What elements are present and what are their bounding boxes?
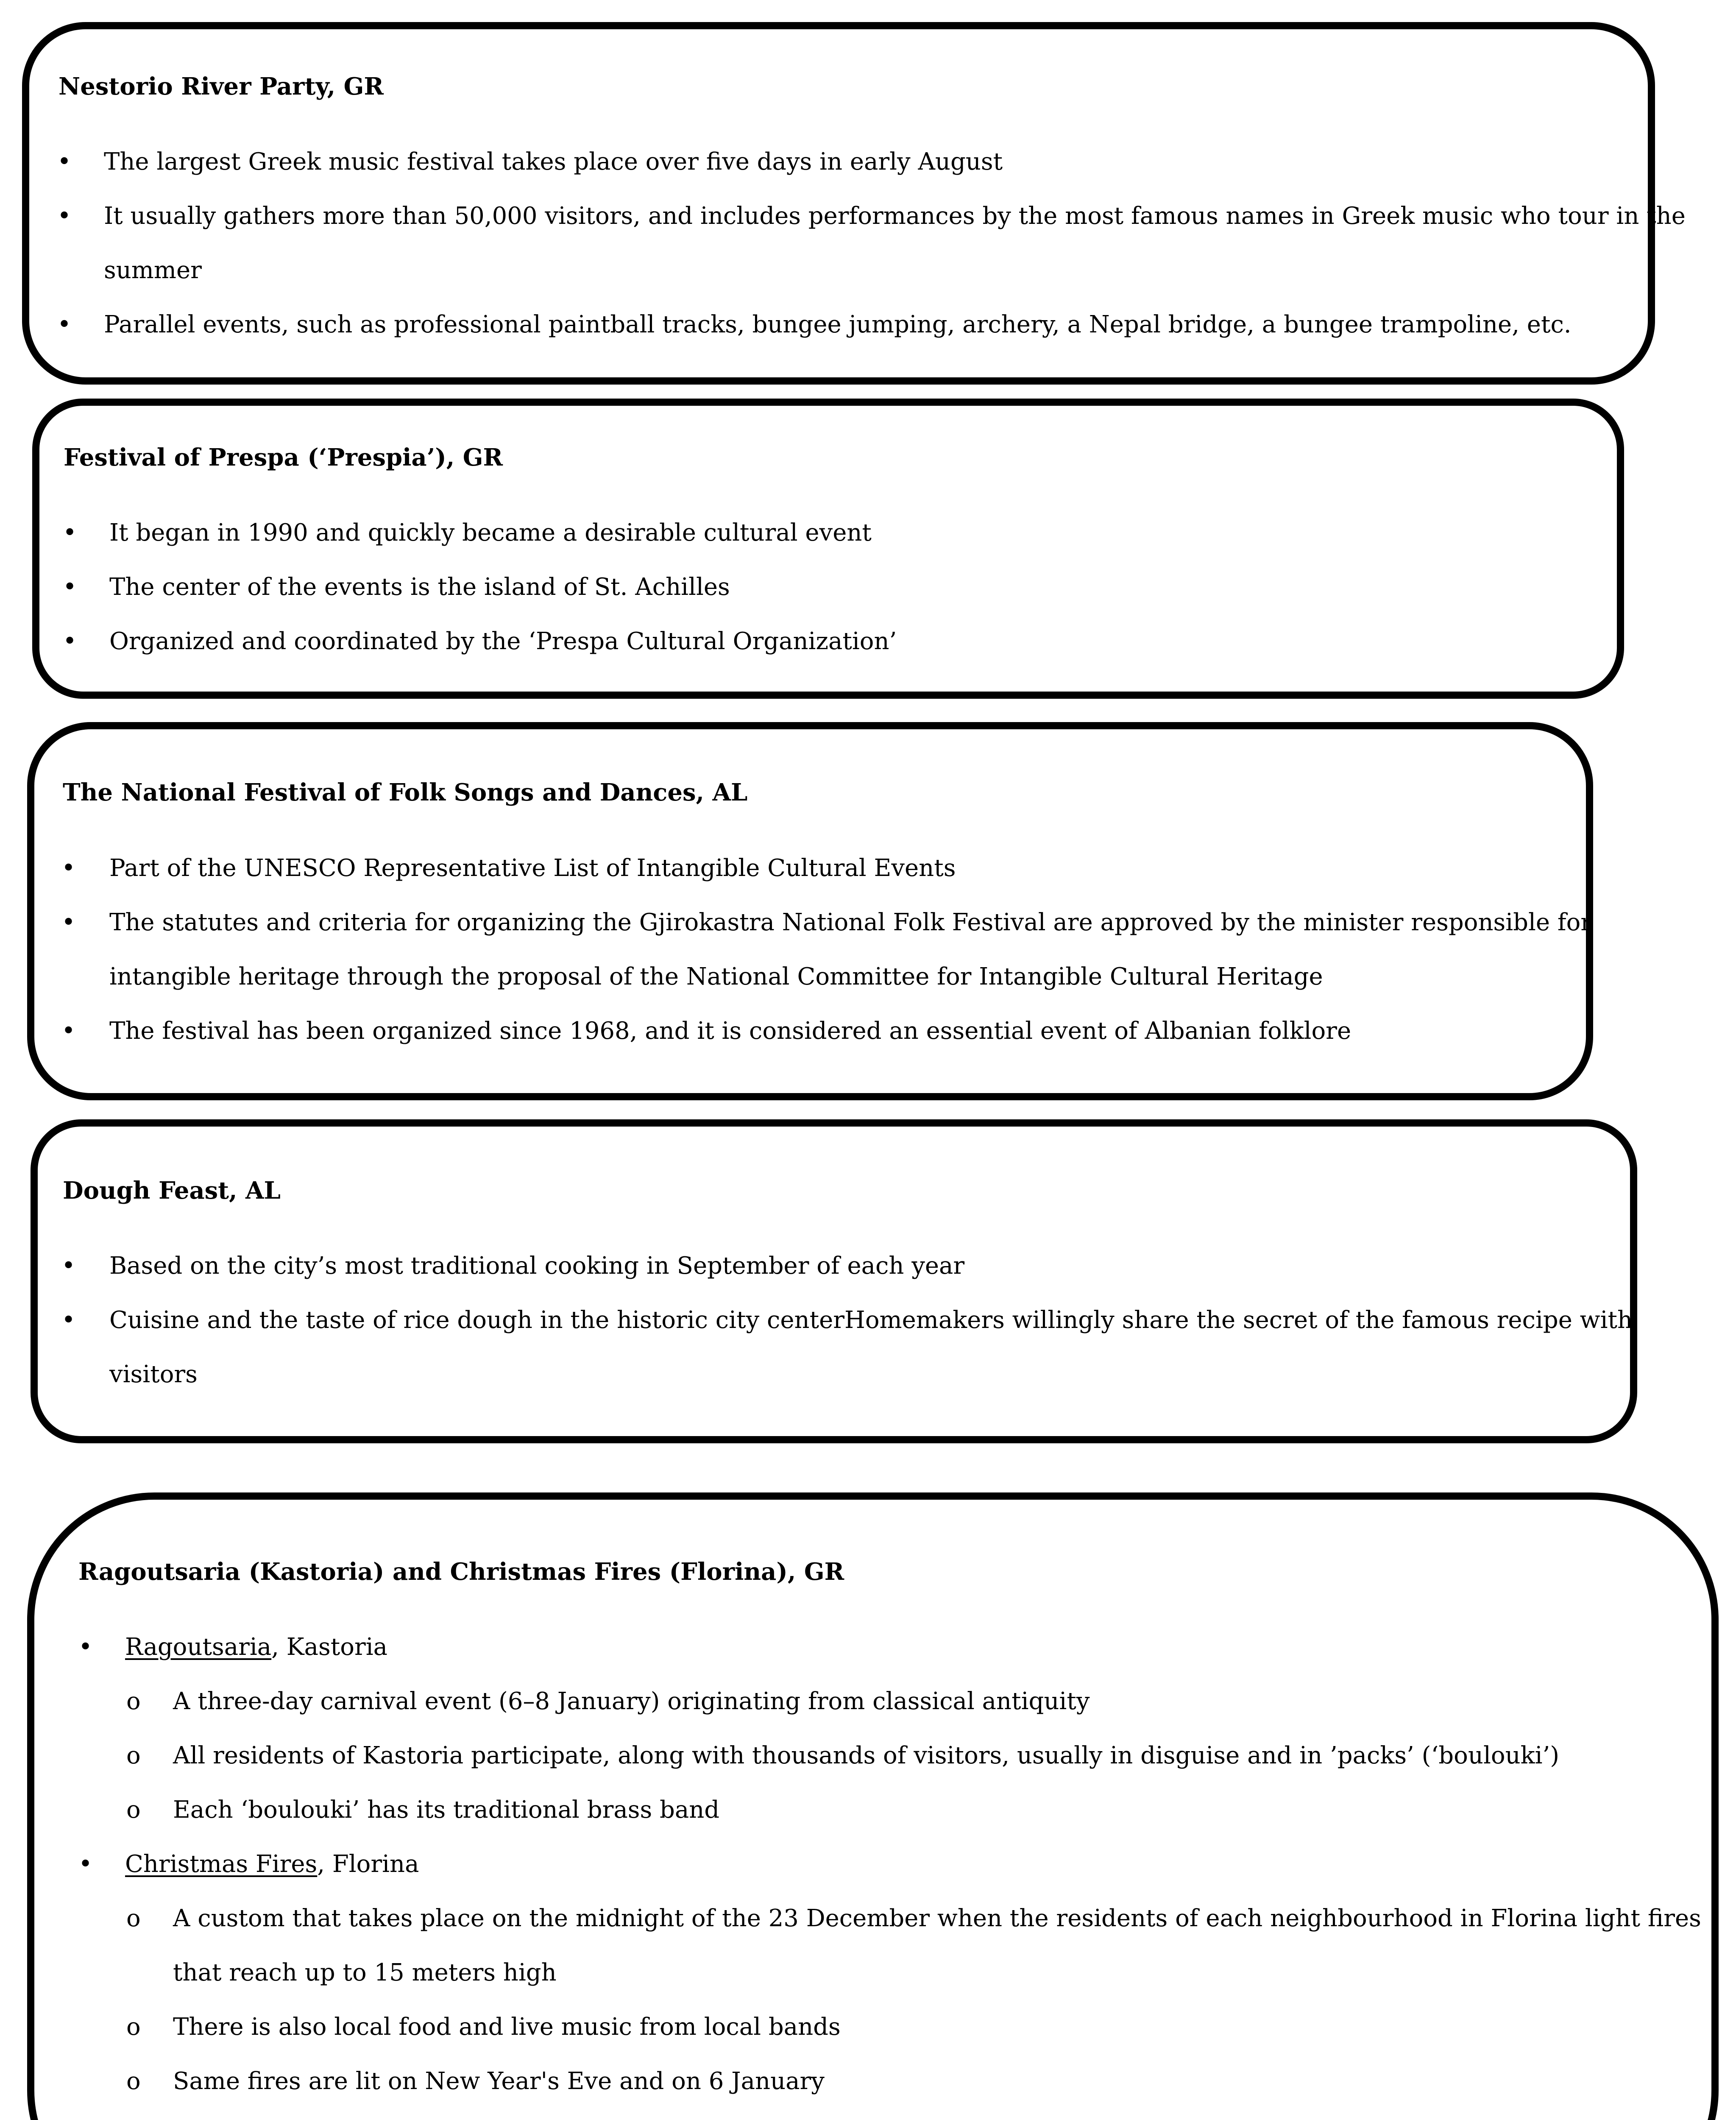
bullet-icon: • (78, 1850, 93, 1878)
sub-list-item: All residents of Kastoria participate, along with thousands of visitors, usually in disguise and in ’packs’ (‘boulouki’) (173, 1742, 1560, 1769)
box-title: Ragoutsaria (Kastoria) and Christmas Fires (Florina), GR (78, 1558, 844, 1586)
sub-list-item: Same fires are lit on New Year's Eve and on 6 January (173, 2067, 825, 2095)
sub-list-item-continuation: that reach up to 15 meters high (173, 1959, 557, 1986)
sub-list-item: A custom that takes place on the midnight of the 23 December when the residents of each neighbourhood in Florina light fires (173, 1905, 1701, 1932)
list-item: Organized and coordinated by the ‘Prespa Cultural Organization’ (109, 628, 897, 655)
group-name: Ragoutsaria (125, 1633, 272, 1661)
sub-list-item: A three-day carnival event (6–8 January) originating from classical antiquity (173, 1688, 1090, 1715)
circle-bullet-icon: o (126, 1742, 141, 1769)
group-heading-ragoutsaria (125, 1634, 387, 1661)
list-item: The statutes and criteria for organizing the Gjirokastra National Folk Festival are approved by the minister responsible for (109, 909, 1592, 936)
list-item: Cuisine and the taste of rice dough in the historic city centerHomemakers willingly share the secret of the famous recipe with (109, 1306, 1633, 1334)
bullet-icon: • (61, 1017, 76, 1045)
bullet-icon: • (57, 148, 72, 176)
list-item-continuation: summer (104, 257, 202, 284)
bullet-icon: • (57, 202, 72, 230)
group-heading-christmas-fires (125, 1851, 419, 1878)
box-title: Dough Feast, AL (63, 1177, 281, 1205)
list-item: Based on the city’s most traditional cooking in September of each year (109, 1252, 965, 1280)
bullet-icon: • (63, 519, 77, 547)
bullet-icon: • (63, 573, 77, 601)
bullet-icon: • (61, 1252, 76, 1280)
list-item: Parallel events, such as professional paintball tracks, bungee jumping, archery, a Nepal bridge, a bungee trampoline, etc. (104, 311, 1572, 338)
list-item-continuation: visitors (109, 1361, 198, 1388)
bullet-icon: • (57, 311, 72, 338)
bullet-icon: • (63, 628, 77, 655)
bullet-icon: • (78, 1633, 93, 1661)
sub-list-item: Each ‘boulouki’ has its traditional brass band (173, 1796, 720, 1824)
list-item: The festival has been organized since 1968, and it is considered an essential event of Albanian folklore (109, 1017, 1351, 1045)
box-title: Nestorio River Party, GR (59, 73, 384, 100)
bullet-icon: • (61, 1306, 76, 1334)
group-location: , Kastoria (271, 1633, 388, 1661)
list-item: It began in 1990 and quickly became a desirable cultural event (109, 519, 872, 547)
list-item: The center of the events is the island of St. Achilles (109, 573, 730, 601)
box-title: Festival of Prespa (‘Prespia’), GR (64, 444, 503, 471)
circle-bullet-icon: o (126, 2067, 141, 2095)
bullet-icon: • (61, 854, 76, 882)
sub-list-item: There is also local food and live music from local bands (173, 2013, 841, 2041)
bullet-icon: • (61, 909, 76, 936)
box-title: The National Festival of Folk Songs and Dances, AL (63, 778, 748, 806)
circle-bullet-icon: o (126, 2013, 141, 2041)
group-location: , Florina (317, 1850, 419, 1878)
circle-bullet-icon: o (126, 1905, 141, 1932)
list-item-continuation: intangible heritage through the proposal of the National Committee for Intangible Cultural Heritage (109, 963, 1323, 990)
group-name: Christmas Fires (125, 1850, 318, 1878)
list-item: Part of the UNESCO Representative List of Intangible Cultural Events (109, 854, 956, 882)
list-item: The largest Greek music festival takes place over five days in early August (104, 148, 1003, 176)
circle-bullet-icon: o (126, 1688, 141, 1715)
circle-bullet-icon: o (126, 1796, 141, 1824)
list-item: It usually gathers more than 50,000 visitors, and includes performances by the most famous names in Greek music who tour in the (104, 202, 1686, 230)
festival-box-dough-feast (31, 1119, 1637, 1443)
